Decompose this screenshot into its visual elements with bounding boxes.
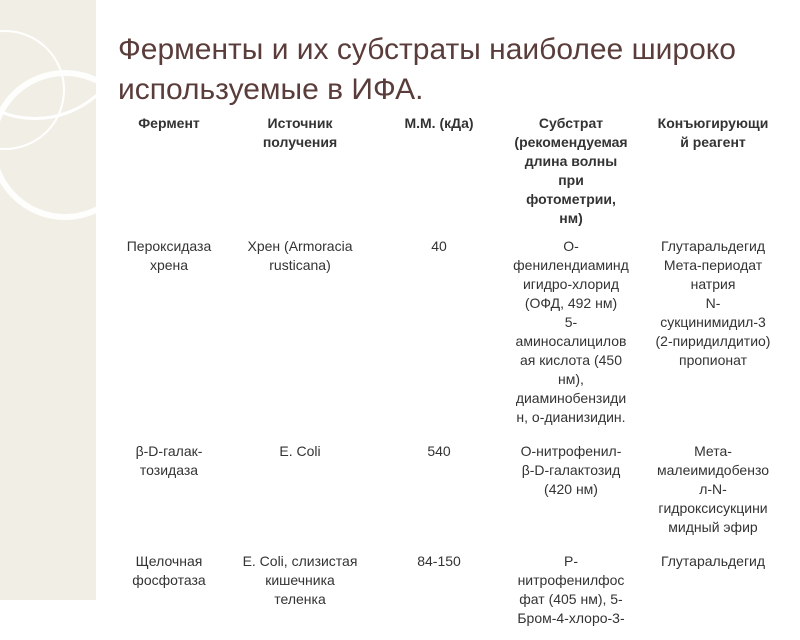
cell-text: 84-150	[417, 553, 461, 569]
cell-enzyme	[114, 234, 224, 439]
cell-text: н, о-дианизидин.	[516, 409, 626, 425]
header-substrate	[502, 112, 640, 234]
enzymes-table	[114, 112, 786, 640]
cell-text: кишечника	[265, 572, 335, 588]
decorative-side-band	[0, 0, 96, 600]
cell-text: β-D-галак-	[135, 443, 203, 459]
cell-text: малеимидобензо	[656, 462, 769, 478]
cell-substrate	[502, 439, 640, 549]
cell-text: E. Coli	[279, 443, 321, 459]
cell-text: тозидаза	[139, 462, 199, 478]
cell-text: теленка	[274, 591, 326, 607]
cell-text: Мета-	[694, 443, 732, 459]
cell-molecular-mass	[376, 439, 502, 549]
cell-text: 540	[427, 443, 451, 459]
cell-text: сукцинимидил-3	[660, 314, 766, 330]
slide-title-line-2: используемые в ИФА.	[118, 73, 424, 106]
header-text: Фермент	[138, 115, 200, 131]
cell-text: фат (405 нм), 5-	[519, 591, 623, 607]
cell-substrate	[502, 234, 640, 439]
cell-enzyme	[114, 439, 224, 549]
cell-conjugating-reagent	[640, 549, 786, 640]
table-row	[114, 234, 786, 439]
cell-text: Пероксидаза	[126, 238, 212, 254]
cell-source	[224, 234, 376, 439]
cell-text: Р-	[564, 553, 578, 569]
cell-text: (ОФД, 492 нм)	[524, 295, 618, 311]
cell-text: гидроксисукцини	[658, 500, 768, 516]
cell-source	[224, 549, 376, 640]
cell-text: Хрен (Armoracia	[247, 238, 353, 254]
header-text: при	[558, 172, 584, 188]
cell-text: нм),	[558, 371, 584, 387]
header-text: й реагент	[680, 134, 746, 150]
cell-text: фосфотаза	[132, 572, 206, 588]
header-source	[224, 112, 376, 234]
cell-text: ая кислота (450	[520, 352, 622, 368]
cell-text: л-N-	[699, 481, 727, 497]
cell-text: E. Coli, слизистая	[242, 553, 358, 569]
cell-text: фенилендиаминд	[513, 257, 629, 273]
header-text: фотометрии,	[526, 191, 616, 207]
cell-text: Бром-4-хлоро-3-	[517, 610, 625, 626]
cell-text: О-	[563, 238, 579, 254]
header-text: Источник	[267, 115, 333, 131]
cell-molecular-mass	[376, 549, 502, 640]
table-row	[114, 439, 786, 549]
cell-text: Мета-периодат	[663, 257, 763, 273]
cell-molecular-mass	[376, 234, 502, 439]
cell-text: N-	[705, 295, 721, 311]
cell-text: игидро-хлорид	[522, 276, 620, 292]
header-molecular-mass	[376, 112, 502, 234]
slide-title-line-1: Ферменты и их субстраты наиболее широко	[118, 33, 736, 66]
cell-text: хрена	[149, 257, 189, 273]
header-enzyme	[114, 112, 224, 234]
header-conjugating-reagent	[640, 112, 786, 234]
cell-substrate	[502, 549, 640, 640]
header-text: (рекомендуемая	[514, 134, 628, 150]
cell-text: Глутаральдегид	[660, 553, 766, 569]
cell-text: (420 нм)	[544, 481, 598, 497]
cell-source	[224, 439, 376, 549]
cell-text: диаминобензиди	[515, 390, 627, 406]
cell-text: нитрофенилфос	[517, 572, 625, 588]
cell-text: 5-	[564, 314, 578, 330]
cell-text: аминосалицилов	[515, 333, 627, 349]
cell-text: 40	[431, 238, 447, 254]
table-row	[114, 549, 786, 640]
header-text: получения	[262, 134, 338, 150]
table-header-row	[114, 112, 786, 234]
cell-text: (2-пиридилдитио)	[655, 333, 771, 349]
cell-text: Глутаральдегид	[660, 238, 766, 254]
cell-text: пропионат	[679, 352, 747, 368]
cell-text: rusticana)	[269, 257, 331, 273]
header-text: М.М. (кДа)	[404, 115, 474, 131]
cell-conjugating-reagent	[640, 439, 786, 549]
cell-text: мидный эфир	[668, 519, 758, 535]
header-text: Конъюгирующи	[657, 115, 769, 131]
slide-title	[118, 30, 778, 110]
header-text: длина волны	[524, 153, 618, 169]
cell-text: натрия	[690, 276, 736, 292]
cell-conjugating-reagent	[640, 234, 786, 439]
header-text: Субстрат	[538, 115, 604, 131]
cell-enzyme	[114, 549, 224, 640]
cell-text: β-D-галактозид	[521, 462, 621, 478]
cell-text: О-нитрофенил-	[520, 443, 622, 459]
cell-text: Щелочная	[135, 553, 203, 569]
header-text: нм)	[559, 210, 583, 226]
